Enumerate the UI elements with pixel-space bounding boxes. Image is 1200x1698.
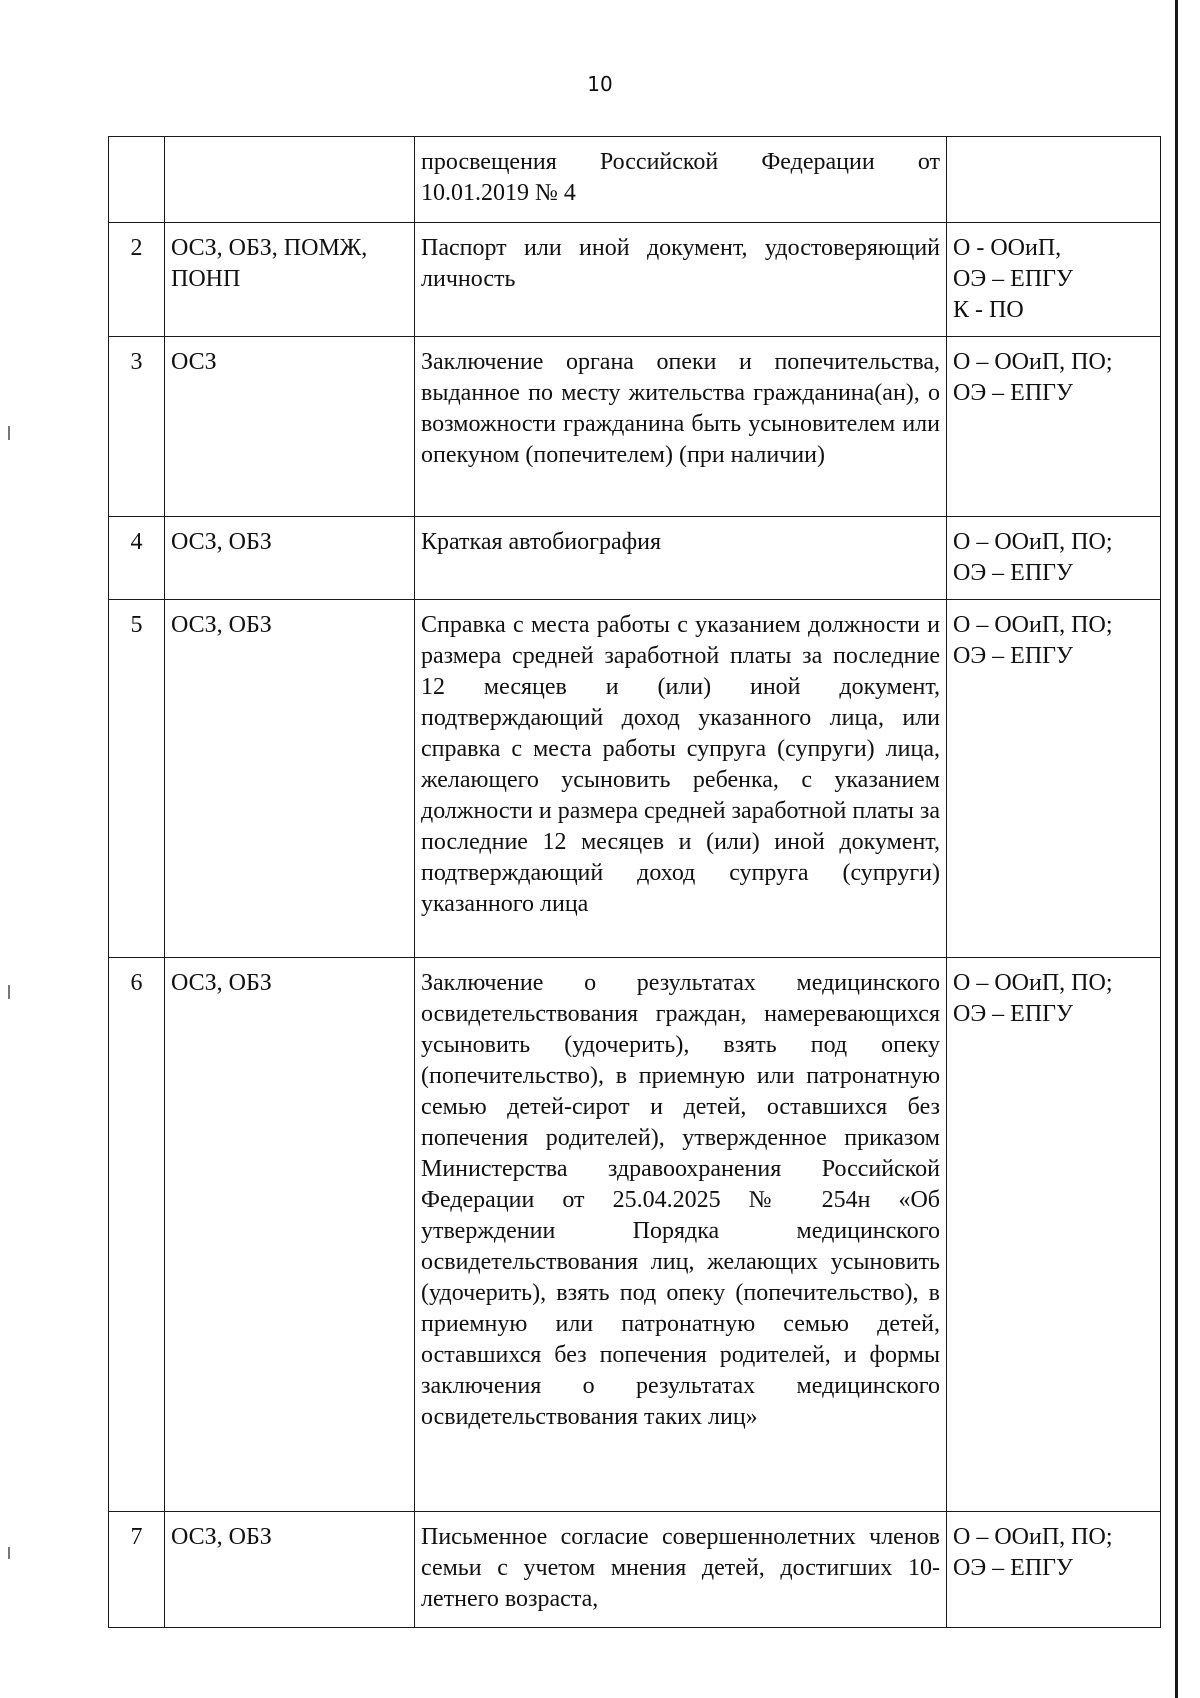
table-row bbox=[109, 223, 1161, 337]
table-row bbox=[109, 137, 1161, 223]
applicant-categories: ОСЗ, ОБЗ bbox=[165, 600, 415, 958]
scan-speck bbox=[8, 1547, 10, 1559]
row-number: 7 bbox=[109, 1512, 165, 1628]
row-number: 2 bbox=[109, 223, 165, 337]
document-name: Письменное согласие совершеннолетних членов семьи с учетом мнения детей, достигших 10-летнего возраста, bbox=[415, 1512, 947, 1628]
table-row bbox=[109, 1512, 1161, 1628]
provision-method: О – ООиП, ПО; ОЭ – ЕПГУ bbox=[947, 600, 1161, 958]
table-row bbox=[109, 958, 1161, 1512]
table-row bbox=[109, 600, 1161, 958]
row-number: 5 bbox=[109, 600, 165, 958]
applicant-categories: ОСЗ, ОБЗ, ПОМЖ, ПОНП bbox=[165, 223, 415, 337]
applicant-categories: ОСЗ, ОБЗ bbox=[165, 517, 415, 600]
row-number bbox=[109, 137, 165, 223]
document-name: Краткая автобиография bbox=[415, 517, 947, 600]
provision-method: О - ООиП, ОЭ – ЕПГУ К - ПО bbox=[947, 223, 1161, 337]
applicant-categories bbox=[165, 137, 415, 223]
row-number: 4 bbox=[109, 517, 165, 600]
provision-method bbox=[947, 137, 1161, 223]
provision-method: О – ООиП, ПО; ОЭ – ЕПГУ bbox=[947, 1512, 1161, 1628]
scan-page-edge bbox=[1175, 0, 1200, 1698]
scan-speck bbox=[8, 426, 10, 440]
provision-method: О – ООиП, ПО; ОЭ – ЕПГУ bbox=[947, 337, 1161, 517]
documents-table bbox=[108, 136, 1161, 1628]
applicant-categories: ОСЗ bbox=[165, 337, 415, 517]
table-row bbox=[109, 517, 1161, 600]
document-name: Заключение о результатах медицинского освидетельствования граждан, намеревающихся усыновить (удочерить), взять под опеку (попечительство), в приемную или патронатную семью детей-сирот и детей, оставшихся без попечения родителей), утвержденное приказом Министерства здравоохранения Российской Федерации от 25.04.2025 № 254н «Об утверждении Порядка медицинского освидетельствования лиц, желающих усыновить (удочерить), взять под опеку (попечительство), в приемную или патронатную семью детей, оставшихся без попечения родителей, и формы заключения о результатах медицинского освидетельствования таких лиц» bbox=[415, 958, 947, 1512]
document-name: Заключение органа опеки и попечительства, выданное по месту жительства гражданина(ан), о возможности гражданина быть усыновителем или опекуном (попечителем) (при наличии) bbox=[415, 337, 947, 517]
scan-speck bbox=[8, 985, 10, 999]
provision-method: О – ООиП, ПО; ОЭ – ЕПГУ bbox=[947, 958, 1161, 1512]
applicant-categories: ОСЗ, ОБЗ bbox=[165, 1512, 415, 1628]
document-name: Справка с места работы с указанием должности и размера средней заработной платы за последние 12 месяцев и (или) иной документ, подтверждающий доход указанного лица, или справка с места работы супруга (супруги) лица, желающего усыновить ребенка, с указанием должности и размера средней заработной платы за последние 12 месяцев и (или) иной документ, подтверждающий доход супруга (супруги) указанного лица bbox=[415, 600, 947, 958]
row-number: 3 bbox=[109, 337, 165, 517]
applicant-categories: ОСЗ, ОБЗ bbox=[165, 958, 415, 1512]
document-name: просвещения Российской Федерации от 10.01.2019 № 4 bbox=[415, 137, 947, 223]
provision-method: О – ООиП, ПО; ОЭ – ЕПГУ bbox=[947, 517, 1161, 600]
page-number: 10 bbox=[587, 72, 613, 96]
row-number: 6 bbox=[109, 958, 165, 1512]
table-row bbox=[109, 337, 1161, 517]
document-name: Паспорт или иной документ, удостоверяющий личность bbox=[415, 223, 947, 337]
